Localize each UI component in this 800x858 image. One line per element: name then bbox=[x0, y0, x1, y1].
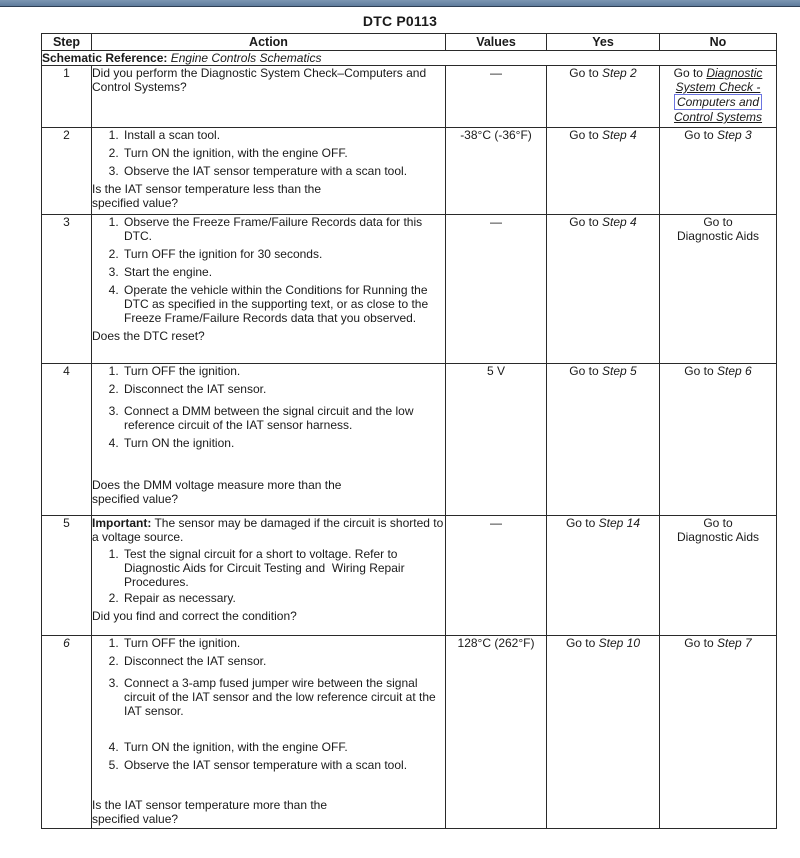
action-step: 4. Operate the vehicle within the Conditions for Running the DTC as specified in the supporting text, or as close to the Freeze Frame/Failure Records data that you observed. bbox=[122, 283, 445, 325]
action-question: Is the IAT sensor temperature less than the specified value? bbox=[92, 182, 322, 210]
no-prefix: Go to bbox=[703, 215, 733, 229]
no-link[interactable]: Step 7 bbox=[717, 636, 752, 650]
step-number: 4 bbox=[42, 364, 92, 516]
action-step: 2. Disconnect the IAT sensor. bbox=[122, 382, 445, 396]
action-step: 2. Turn OFF the ignition for 30 seconds. bbox=[122, 247, 445, 261]
no-link[interactable]: Step 3 bbox=[717, 128, 752, 142]
no-link-line2[interactable]: Computers and bbox=[674, 94, 762, 110]
important-label: Important: bbox=[92, 516, 152, 530]
yes-link[interactable]: Step 14 bbox=[598, 516, 641, 530]
column-header-step: Step bbox=[42, 34, 92, 51]
action-step: 5. Observe the IAT sensor temperature with a scan tool. bbox=[122, 758, 445, 772]
yes-link[interactable]: Step 4 bbox=[602, 128, 637, 142]
no-prefix: Go to bbox=[673, 66, 703, 80]
action-step: 2. Disconnect the IAT sensor. bbox=[122, 654, 445, 668]
step-number: 6 bbox=[42, 636, 92, 829]
yes-link[interactable]: Step 10 bbox=[598, 636, 641, 650]
no-cell bbox=[660, 516, 777, 636]
yes-prefix: Go to bbox=[569, 128, 599, 142]
action-step: 1. Turn OFF the ignition. bbox=[122, 636, 445, 650]
step-number: 2 bbox=[42, 128, 92, 215]
yes-link[interactable]: Step 2 bbox=[602, 66, 637, 80]
action-question: Is the IAT sensor temperature more than the specified value? bbox=[92, 798, 328, 826]
action-steps bbox=[92, 364, 445, 450]
table-row-step-3 bbox=[42, 215, 777, 364]
action-steps bbox=[92, 128, 445, 178]
important-note bbox=[92, 516, 445, 544]
yes-prefix: Go to bbox=[569, 66, 599, 80]
action-step: 2. Repair as necessary. bbox=[122, 591, 445, 605]
table-row-step-6 bbox=[42, 636, 777, 829]
schematic-reference bbox=[42, 51, 777, 66]
action-step: 3. Start the engine. bbox=[122, 265, 445, 279]
step-number: 5 bbox=[42, 516, 92, 636]
schematic-reference-label: Schematic Reference: bbox=[42, 51, 168, 65]
yes-prefix: Go to bbox=[565, 516, 596, 530]
action-step: 4. Turn ON the ignition, with the engine OFF. bbox=[122, 740, 445, 754]
no-prefix: Go to bbox=[684, 636, 714, 650]
no-link[interactable]: Diagnostic Aids bbox=[676, 229, 760, 243]
yes-cell bbox=[547, 215, 660, 364]
action-steps bbox=[92, 547, 445, 605]
action-step: 2. Turn ON the ignition, with the engine OFF. bbox=[122, 146, 445, 160]
action-cell bbox=[92, 66, 446, 128]
diagnostic-table bbox=[41, 33, 777, 829]
action-step: 3. Connect a DMM between the signal circuit and the low reference circuit of the IAT sensor harness. bbox=[122, 404, 445, 432]
step-number: 1 bbox=[42, 66, 92, 128]
value-cell: — bbox=[446, 66, 547, 128]
action-steps bbox=[92, 636, 445, 772]
column-header-action: Action bbox=[92, 34, 446, 51]
table-row-step-2 bbox=[42, 128, 777, 215]
action-steps bbox=[92, 215, 445, 325]
table-row-step-4 bbox=[42, 364, 777, 516]
yes-link[interactable]: Step 4 bbox=[602, 215, 637, 229]
no-link-line1[interactable]: Diagnostic System Check - bbox=[675, 66, 763, 94]
step-number: 3 bbox=[42, 215, 92, 364]
value-cell: 128°C (262°F) bbox=[446, 636, 547, 829]
action-question: Does the DMM voltage measure more than the specified value? bbox=[92, 478, 342, 506]
yes-cell bbox=[547, 516, 660, 636]
yes-prefix: Go to bbox=[569, 364, 599, 378]
value-cell: — bbox=[446, 516, 547, 636]
yes-cell bbox=[547, 128, 660, 215]
value-cell: 5 V bbox=[446, 364, 547, 516]
action-step: 3. Observe the IAT sensor temperature with a scan tool. bbox=[122, 164, 445, 178]
action-step: 1. Observe the Freeze Frame/Failure Records data for this DTC. bbox=[122, 215, 445, 243]
important-text: The sensor may be damaged if the circuit is shorted to a voltage source. bbox=[92, 516, 444, 544]
yes-prefix: Go to bbox=[569, 215, 599, 229]
action-cell bbox=[92, 128, 446, 215]
action-step: 1. Test the signal circuit for a short to voltage. Refer to Diagnostic Aids for Circuit Testing and Wiring Repair Procedures. bbox=[122, 547, 445, 589]
no-prefix: Go to bbox=[684, 128, 714, 142]
yes-prefix: Go to bbox=[565, 636, 596, 650]
no-cell bbox=[660, 128, 777, 215]
action-step: 3. Connect a 3-amp fused jumper wire between the signal circuit of the IAT sensor and the low reference circuit at the IAT sensor. bbox=[122, 676, 445, 718]
yes-link[interactable]: Step 5 bbox=[602, 364, 637, 378]
column-header-values: Values bbox=[446, 34, 547, 51]
no-cell bbox=[660, 215, 777, 364]
yes-cell bbox=[547, 636, 660, 829]
action-cell bbox=[92, 636, 446, 829]
header-row bbox=[42, 34, 777, 51]
action-question: Did you find and correct the condition? bbox=[92, 609, 297, 623]
no-prefix: Go to bbox=[703, 516, 733, 530]
no-cell bbox=[660, 66, 777, 128]
column-header-yes: Yes bbox=[547, 34, 660, 51]
no-link-line3[interactable]: Control Systems bbox=[673, 110, 763, 124]
no-cell bbox=[660, 364, 777, 516]
action-cell bbox=[92, 215, 446, 364]
table-row-step-5 bbox=[42, 516, 777, 636]
yes-cell bbox=[547, 66, 660, 128]
no-link[interactable]: Diagnostic Aids bbox=[676, 530, 760, 544]
yes-cell bbox=[547, 364, 660, 516]
action-step: 1. Install a scan tool. bbox=[122, 128, 445, 142]
schematic-reference-link[interactable]: Engine Controls Schematics bbox=[170, 51, 322, 65]
action-cell bbox=[92, 364, 446, 516]
schematic-reference-row bbox=[42, 51, 777, 66]
action-question: Does the DTC reset? bbox=[92, 329, 205, 343]
page-title: DTC P0113 bbox=[362, 13, 438, 29]
no-link[interactable]: Step 6 bbox=[717, 364, 752, 378]
action-cell bbox=[92, 516, 446, 636]
table-row-step-1 bbox=[42, 66, 777, 128]
no-prefix: Go to bbox=[684, 364, 714, 378]
value-cell: -38°C (-36°F) bbox=[446, 128, 547, 215]
window-top-bar bbox=[0, 0, 800, 7]
column-header-no: No bbox=[660, 34, 777, 51]
action-step: 1. Turn OFF the ignition. bbox=[122, 364, 445, 378]
value-cell: — bbox=[446, 215, 547, 364]
no-cell bbox=[660, 636, 777, 829]
action-question: Did you perform the Diagnostic System Check–Computers and Control Systems? bbox=[92, 66, 427, 94]
action-step: 4. Turn ON the ignition. bbox=[122, 436, 445, 450]
